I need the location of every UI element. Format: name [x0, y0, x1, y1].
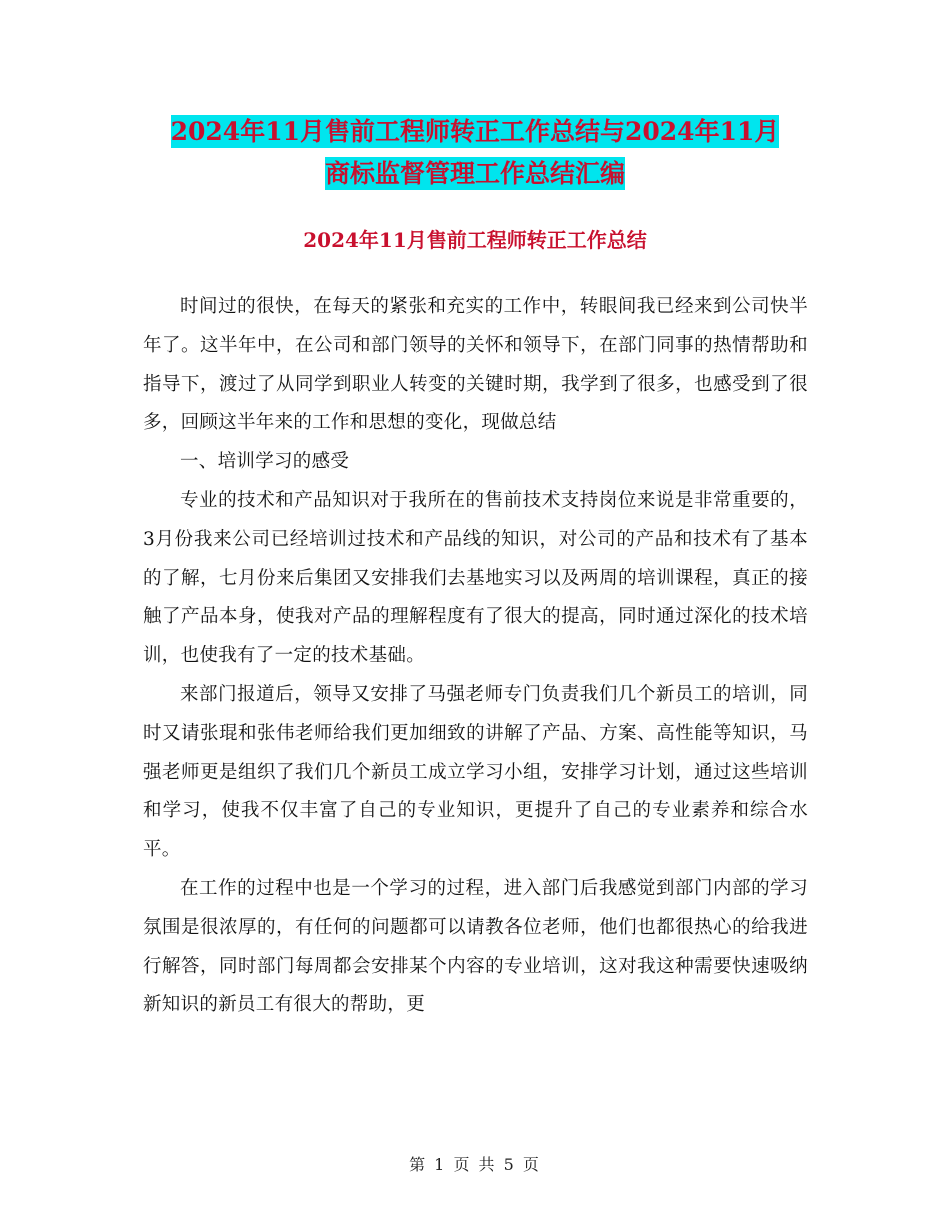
document-title-line-2	[100, 150, 850, 198]
paragraph: 时间过的很快，在每天的紧张和充实的工作中，转眼间我已经来到公司快半年了。这半年中，在公司和部门领导的关怀和领导下，在部门同事的热情帮助和指导下，渡过了从同学到职业人转变的关键时期，我学到了很多，也感受到了很多，回顾这半年来的工作和思想的变化，现做总结	[143, 296, 808, 434]
paragraph: 在工作的过程中也是一个学习的过程，进入部门后我感觉到部门内部的学习氛围是很浓厚的，有任何的问题都可以请教各位老师，他们也都很热心的给我进行解答，同时部门每周都会安排某个内容的专业培训，这对我这种需要快速吸纳新知识的新员工有很大的帮助，更	[143, 877, 808, 1016]
title-highlight: 商标监督管理工作总结汇编	[324, 159, 625, 188]
document-title-line-1	[100, 108, 850, 156]
section-title: 2024年11月售前工程师转正工作总结	[303, 228, 647, 252]
document-body	[143, 288, 808, 1025]
paragraph: 专业的技术和产品知识对于我所在的售前技术支持岗位来说是非常重要的，3月份我来公司已经培训过技术和产品线的知识，对公司的产品和技术有了基本的了解，七月份来后集团又安排我们去基地实习以及两周的培训课程，真正的接触了产品本身，使我对产品的理解程度有了很大的提高，同时通过深化的技术培训，也使我有了一定的技术基础。	[143, 489, 808, 667]
paragraph: 来部门报道后，领导又安排了马强老师专门负责我们几个新员工的培训，同时又请张琨和张伟老师给我们更加细致的讲解了产品、方案、高性能等知识，马强老师更是组织了我们几个新员工成立学习小组，安排学习计划，通过这些培训和学习，使我不仅丰富了自己的专业知识，更提升了自己的专业素养和综合水平。	[143, 683, 808, 861]
title-highlight: 2024年11月售前工程师转正工作总结与2024年11月	[170, 117, 780, 146]
page-footer: 第 1 页 共 5 页	[409, 1155, 541, 1174]
section-heading: 一、培训学习的感受	[180, 451, 350, 473]
